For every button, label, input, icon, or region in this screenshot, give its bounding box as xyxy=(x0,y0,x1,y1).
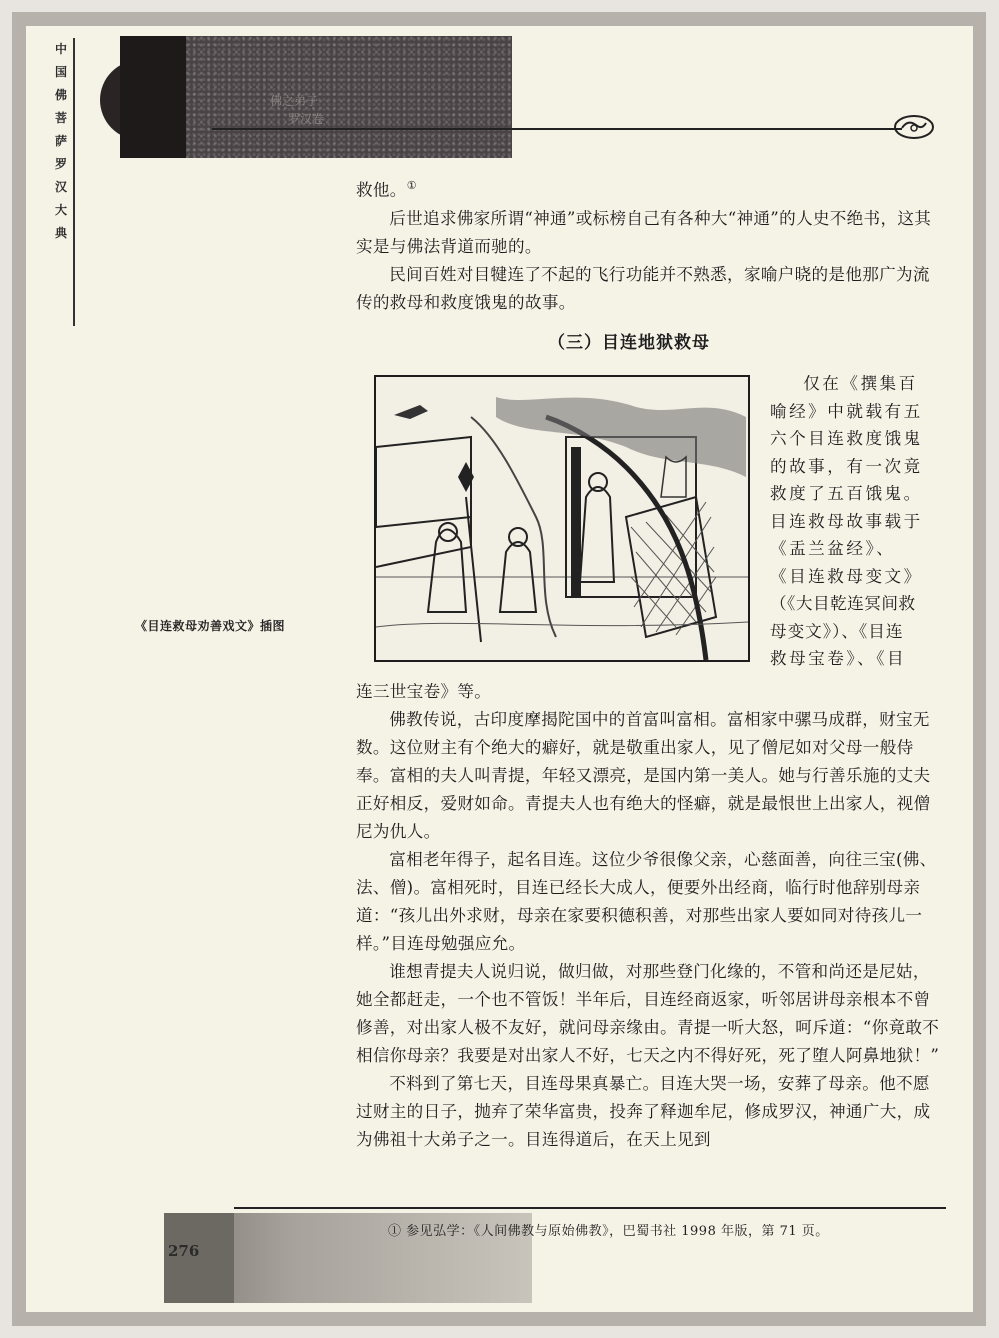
header-labels xyxy=(270,92,324,128)
header-label-1: 佛之弟子 xyxy=(270,94,319,108)
side-text-column xyxy=(770,370,945,673)
text-line: 《盂兰盆经》、 xyxy=(770,539,896,558)
footnote-ref[interactable]: ① xyxy=(406,179,417,192)
text-line: （《大目乾连冥间救 xyxy=(770,594,916,613)
text-line: 仅在《撰集百 xyxy=(803,374,918,393)
text-line: 喻经》中就载有五 xyxy=(770,401,923,421)
text-line: 目连救母故事载于 xyxy=(770,511,923,531)
footnote: ① 参见弘学：《人间佛教与原始佛教》，巴蜀书社 1998 年版，第 71 页。 xyxy=(388,1224,829,1239)
vertical-rule xyxy=(73,38,75,326)
cloud-icon xyxy=(892,113,936,141)
series-char: 典 xyxy=(54,226,67,240)
series-char: 佛 xyxy=(54,88,67,102)
series-char: 罗 xyxy=(54,157,67,171)
text-line: 救度了五百饿鬼。 xyxy=(770,484,923,503)
section-title: （三）目连地狱救母 xyxy=(548,333,710,353)
paragraph: 不料到了第七天，目连母果真暴亡。目连大哭一场，安葬了母亲。他不愿过财主的日子，抛弃了荣华富贵，投奔了释迦牟尼，修成罗汉，神通广大，成为佛祖十大弟子之一。目连得道后，在天上见到 xyxy=(356,1074,931,1149)
footnote-rule xyxy=(234,1207,946,1209)
body-text-lower xyxy=(356,678,946,1154)
text-line: 救母宝卷》、《目 xyxy=(770,649,907,668)
text-line: 六个目连救度饿鬼 xyxy=(770,429,923,448)
text-line: 母变文》）、《目连 xyxy=(770,621,904,641)
header-texture-band xyxy=(186,36,512,158)
text-line: 的故事，有一次竟 xyxy=(770,456,923,476)
paragraph-text: 救他。 xyxy=(356,180,407,200)
paragraph: 民间百姓对目犍连了不起的飞行功能并不熟悉，家喻户晓的是他那广为流传的救母和救度饿鬼的故事。 xyxy=(356,264,930,312)
page-number: 276 xyxy=(168,1242,200,1260)
series-char: 大 xyxy=(54,203,67,217)
header-label-2: 罗汉卷 xyxy=(288,112,325,126)
paragraph xyxy=(356,172,946,205)
header-dark-band xyxy=(120,36,186,158)
paragraph: 连三世宝卷》等。 xyxy=(356,682,492,701)
woodcut-illustration xyxy=(374,375,750,662)
series-char: 菩 xyxy=(54,111,67,125)
text-line: 《目连救母变文》 xyxy=(770,566,923,586)
paragraph: 佛教传说，古印度摩揭陀国中的首富叫富相。富相家中骡马成群，财宝无数。这位财主有个绝大的癖好，就是敬重出家人，见了僧尼如对父母一般侍奉。富相的夫人叫青提，年轻又漂亮，是国内第一美人。她与行善乐施的丈夫正好相反，爱财如命。青提夫人也有绝大的怪癖，就是最恨世上出家人，视僧尼为仇人。 xyxy=(356,710,931,841)
series-char: 汉 xyxy=(54,180,67,194)
body-text-top xyxy=(356,172,946,317)
series-char: 萨 xyxy=(54,134,67,148)
paragraph: 谁想青提夫人说归说，做归做，对那些登门化缘的，不管和尚还是尼姑，她全都赶走，一个也不管饭！半年后，目连经商返家，听邻居讲母亲根本不曾修善，对出家人极不友好，就问母亲缘由。青提一听大怒，呵斥道：“你竟敢不相信你母亲？我要是对出家人不好，七天之内不得好死，死了堕人阿鼻地狱！” xyxy=(356,962,940,1065)
series-char: 中 xyxy=(54,42,67,56)
paragraph: 后世追求佛家所谓“神通”或标榜自己有各种大“神通”的人史不绝书，这其实是与佛法背道而驰的。 xyxy=(356,208,932,256)
series-char: 国 xyxy=(54,65,67,79)
header-rule xyxy=(212,128,902,130)
paragraph: 富相老年得子，起名目连。这位少爷很像父亲，心慈面善，向往三宝(佛、法、僧)。富相死时，目连已经长大成人，便要外出经商，临行时他辞别母亲道：“孩儿出外求财，母亲在家要积德积善，对那些出家人要如同对待孩儿一样。”目连母勉强应允。 xyxy=(356,850,937,953)
illustration-caption: 《目连救母劝善戏文》插图 xyxy=(135,619,286,633)
series-title-vertical xyxy=(52,38,70,245)
